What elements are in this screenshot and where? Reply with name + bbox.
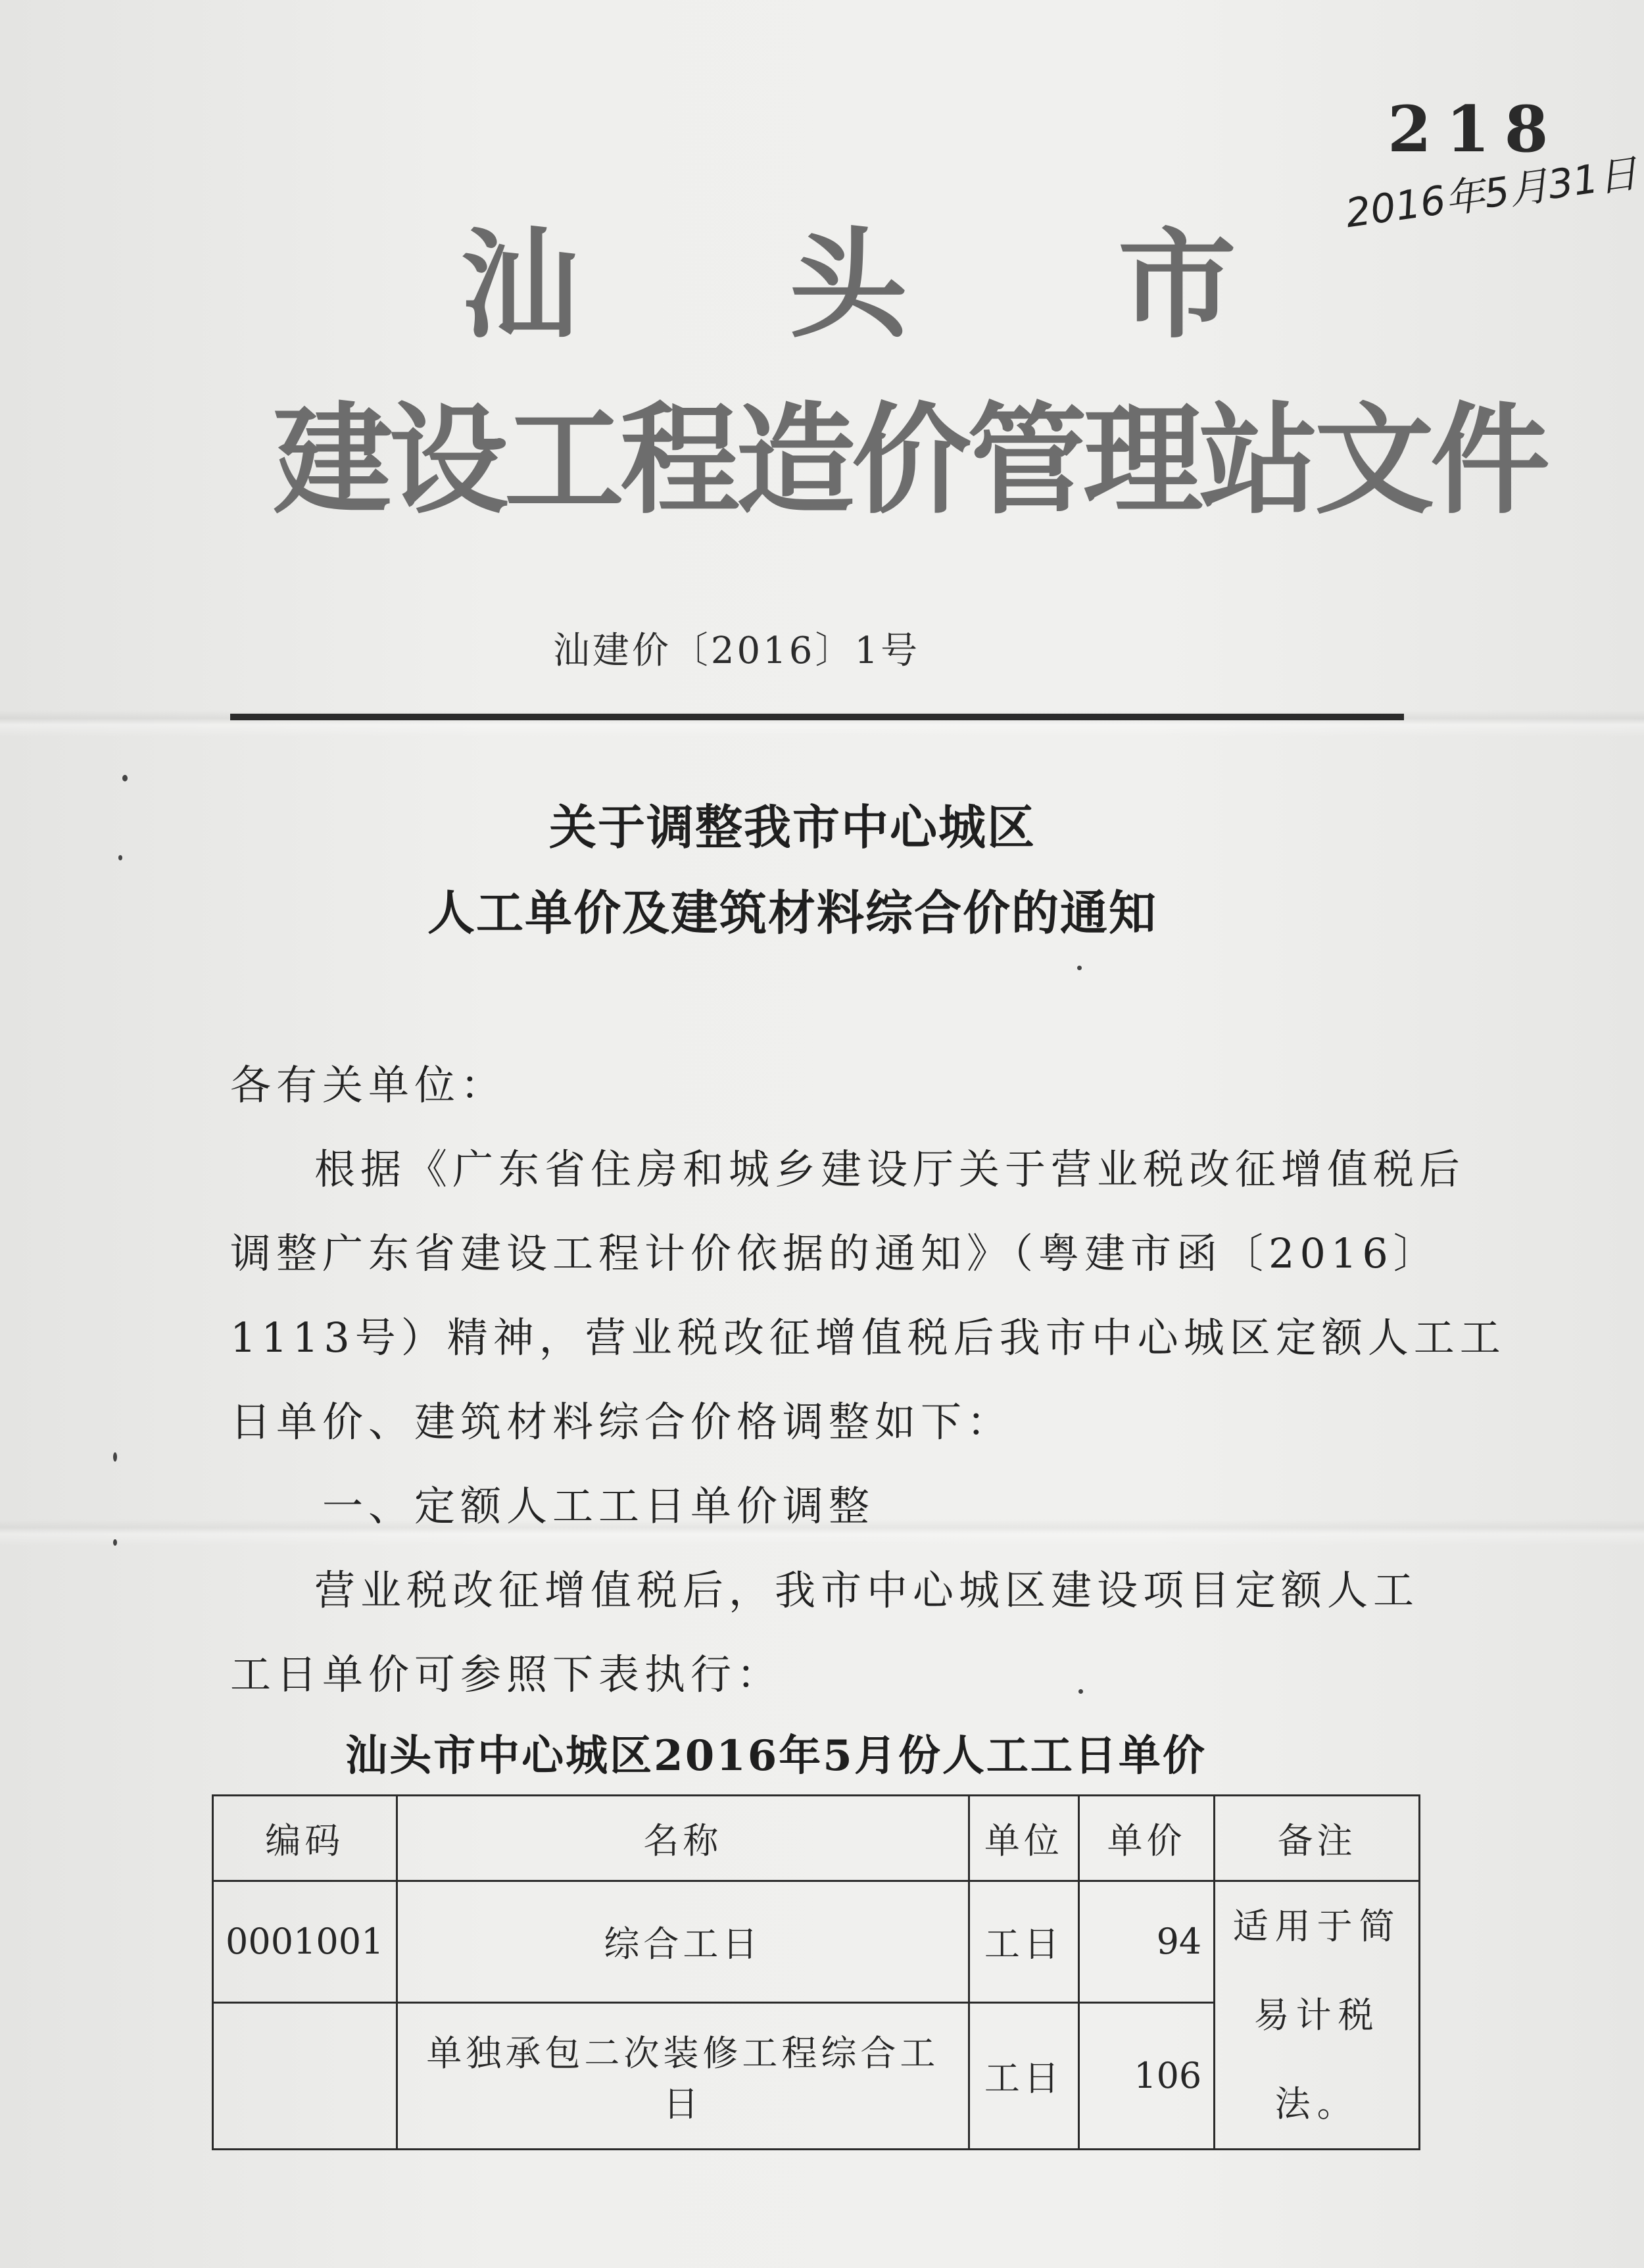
- paragraph2-line1: 营业税改征增值税后，我市中心城区建设项目定额人工: [314, 1566, 1420, 1614]
- issuer-title-char: 头: [788, 217, 907, 355]
- issuer-title-char: 汕: [460, 217, 579, 355]
- header-divider: [230, 714, 1404, 720]
- paragraph2-line2: 工日单价可参照下表执行：: [230, 1650, 783, 1698]
- receipt-number: 218: [1388, 92, 1563, 166]
- header-code: 编码: [213, 1796, 397, 1881]
- cell-code: 0001001: [213, 1881, 397, 2003]
- issuer-title-line1: [460, 191, 1236, 360]
- scan-speck: [113, 1452, 117, 1462]
- scan-speck: [1077, 966, 1082, 970]
- cell-name: 单独承包二次装修工程综合工日: [397, 2002, 969, 2149]
- cell-unit: 工日: [969, 1881, 1079, 2003]
- table-title: 汕头市中心城区2016年5月份人工工日单价: [345, 1731, 1207, 1781]
- scan-speck: [1078, 1689, 1083, 1694]
- header-note: 备注: [1215, 1796, 1420, 1881]
- handwritten-date: 2016年5月31日: [1342, 150, 1641, 237]
- paragraph1-line4: 日单价、建筑材料综合价格调整如下：: [230, 1398, 1013, 1446]
- header-price: 单价: [1078, 1796, 1215, 1881]
- document-number: 汕建价〔2016〕1号: [552, 629, 921, 672]
- section1-heading: 一、定额人工工日单价调整: [322, 1482, 875, 1530]
- scan-speck: [122, 775, 128, 781]
- cell-unit: 工日: [969, 2002, 1079, 2149]
- paragraph1-line3: 1113号）精神，营业税改征增值税后我市中心城区定额人工工: [230, 1314, 1506, 1362]
- cell-price: 94: [1078, 1881, 1215, 2003]
- cell-code: [213, 2002, 397, 2149]
- subject-line1: 关于调整我市中心城区: [548, 800, 1036, 855]
- salutation: 各有关单位：: [230, 1061, 507, 1109]
- cell-name: 综合工日: [397, 1881, 969, 2003]
- cell-price: 106: [1078, 2002, 1215, 2149]
- table-header-row: [213, 1796, 1420, 1881]
- paragraph1-line1: 根据《广东省住房和城乡建设厅关于营业税改征增值税后: [314, 1145, 1466, 1193]
- scan-speck: [113, 1539, 117, 1546]
- header-name: 名称: [397, 1796, 969, 1881]
- header-unit: 单位: [969, 1796, 1079, 1881]
- wage-table: [212, 1794, 1420, 2150]
- issuer-title-char: 市: [1117, 217, 1236, 355]
- paragraph1-line2: 调整广东省建设工程计价依据的通知》（粤建市函〔2016〕: [230, 1229, 1439, 1277]
- scan-speck: [118, 855, 122, 860]
- cell-note: 适用于简 易计税法。: [1215, 1881, 1420, 2150]
- subject-line2: 人工单价及建筑材料综合价的通知: [427, 885, 1157, 941]
- issuer-title-line2: 建设工程造价管理站文件: [273, 391, 1546, 530]
- table-row: [213, 1881, 1420, 2003]
